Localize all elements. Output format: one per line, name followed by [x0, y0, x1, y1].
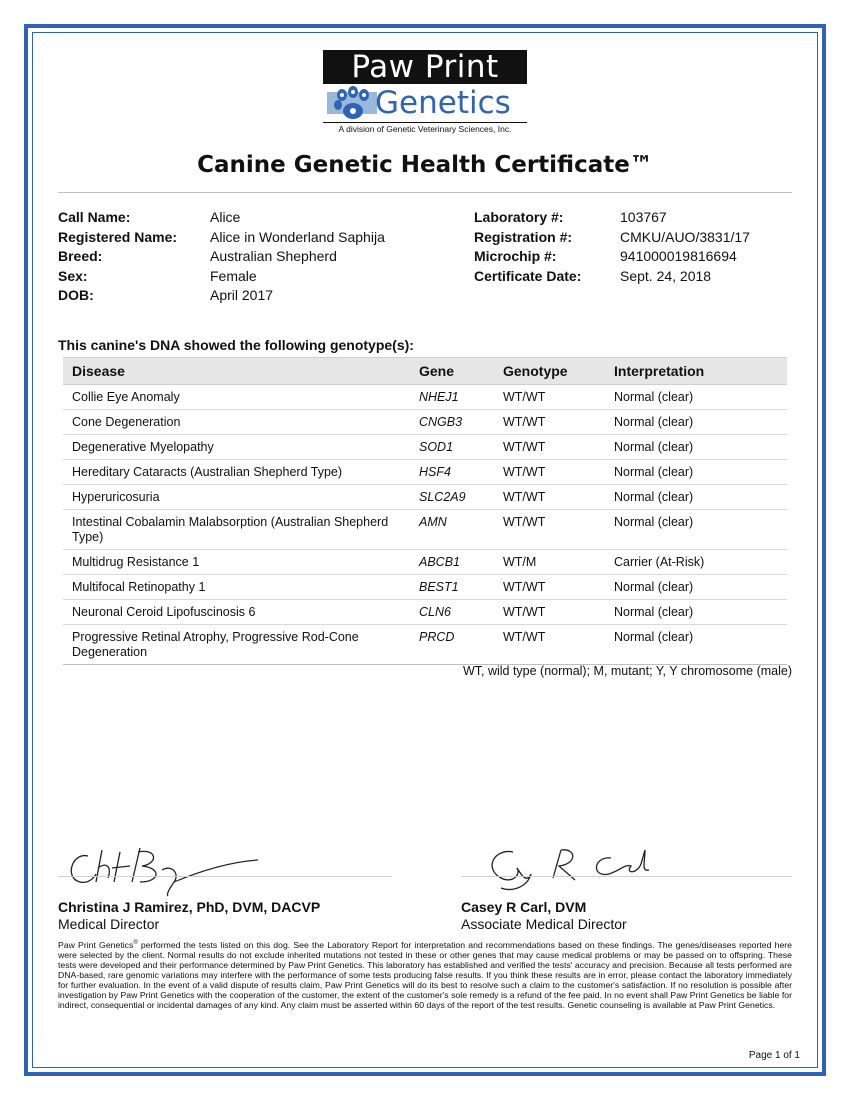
info-row-call-name [58, 208, 385, 228]
cell-genotype: WT/WT [494, 485, 605, 510]
table-row [63, 625, 787, 665]
cell-gene: PRCD [410, 625, 494, 665]
cell-gene: CNGB3 [410, 410, 494, 435]
cell-disease: Intestinal Cobalamin Malabsorption (Australian Shepherd Type) [63, 510, 410, 550]
info-row-registration [474, 228, 750, 248]
cell-disease: Hyperuricosuria [63, 485, 410, 510]
info-label: Breed: [58, 248, 103, 264]
info-value: April 2017 [210, 287, 274, 303]
cell-gene: NHEJ1 [410, 385, 494, 410]
info-row-certificate-date [474, 267, 750, 287]
signer-role-left: Medical Director [58, 916, 160, 932]
cell-gene: BEST1 [410, 575, 494, 600]
signature-ramirez [58, 838, 392, 898]
info-row-dob [58, 286, 385, 306]
table-row [63, 460, 787, 485]
cell-gene: ABCB1 [410, 550, 494, 575]
cell-genotype: WT/WT [494, 460, 605, 485]
info-label: Sex: [58, 267, 88, 284]
cell-genotype: WT/WT [494, 575, 605, 600]
cell-disease: Hereditary Cataracts (Australian Shepherd Type) [63, 460, 410, 485]
header-gene: Gene [410, 358, 494, 385]
cell-genotype: WT/WT [494, 625, 605, 665]
cell-interpretation: Normal (clear) [605, 385, 787, 410]
cell-gene: SLC2A9 [410, 485, 494, 510]
cell-interpretation: Carrier (At-Risk) [605, 550, 787, 575]
cell-disease: Degenerative Myelopathy [63, 435, 410, 460]
info-label: Certificate Date: [474, 267, 582, 284]
registered-mark: ® [133, 940, 138, 946]
info-label: Microchip #: [474, 248, 557, 264]
cell-disease: Multifocal Retinopathy 1 [63, 575, 410, 600]
info-row-microchip [474, 247, 750, 267]
table-row [63, 435, 787, 460]
info-value: CMKU/AUO/3831/17 [620, 228, 750, 245]
header-disease: Disease [63, 358, 410, 385]
cell-interpretation: Normal (clear) [605, 625, 787, 665]
info-value: 103767 [620, 209, 667, 225]
signature-line-right [461, 876, 792, 877]
info-label: DOB: [58, 287, 94, 303]
cell-gene: AMN [410, 510, 494, 550]
info-value: Alice in Wonderland Saphija [210, 228, 385, 245]
page-number: Page 1 of 1 [748, 1050, 800, 1061]
cell-genotype: WT/WT [494, 385, 605, 410]
info-row-laboratory [474, 208, 750, 228]
signer-role-right: Associate Medical Director [461, 916, 627, 932]
table-row [63, 510, 787, 550]
header-interpretation: Interpretation [605, 358, 787, 385]
cell-disease: Collie Eye Anomaly [63, 385, 410, 410]
table-row [63, 575, 787, 600]
cell-interpretation: Normal (clear) [605, 485, 787, 510]
info-label: Call Name: [58, 209, 131, 225]
cell-gene: HSF4 [410, 460, 494, 485]
info-value: Female [210, 267, 257, 284]
company-logo [323, 50, 527, 134]
paw-print-icon [333, 86, 373, 120]
title-divider [58, 192, 792, 193]
legal-disclaimer [58, 938, 792, 1011]
table-row [63, 600, 787, 625]
table-row [63, 410, 787, 435]
logo-tagline: A division of Genetic Veterinary Sciences, Inc. [323, 122, 527, 134]
genotype-legend: WT, wild type (normal); M, mutant; Y, Y chromosome (male) [462, 664, 792, 678]
info-value: 941000019816694 [620, 248, 737, 264]
info-value: Alice [210, 209, 241, 225]
cell-genotype: WT/WT [494, 510, 605, 550]
disclaimer-brand: Paw Print Genetics [58, 939, 134, 950]
header-genotype: Genotype [494, 358, 605, 385]
info-row-breed [58, 247, 385, 267]
cell-disease: Multidrug Resistance 1 [63, 550, 410, 575]
info-value: Australian Shepherd [210, 248, 337, 264]
signature-line-left [58, 876, 392, 877]
cell-genotype: WT/WT [494, 600, 605, 625]
info-value: Sept. 24, 2018 [620, 267, 712, 284]
signer-name-right: Casey R Carl, DVM [461, 899, 587, 915]
cell-interpretation: Normal (clear) [605, 410, 787, 435]
table-row [63, 385, 787, 410]
dog-info-right [474, 208, 750, 286]
table-row [63, 485, 787, 510]
table-row [63, 550, 787, 575]
cell-disease: Cone Degeneration [63, 410, 410, 435]
table-header-row [63, 358, 787, 385]
cell-disease: Neuronal Ceroid Lipofuscinosis 6 [63, 600, 410, 625]
cell-interpretation: Normal (clear) [605, 510, 787, 550]
dog-info-left [58, 208, 385, 306]
disclaimer-text: performed the tests listed on this dog. See the Laboratory Report for interpretation and recommendations based on these findings. The genes/diseases reported here were selected by the client. Normal results do not exclude inherited mutations not tested in these or other genes that may cause medical problems or may be passed on to offspring. These tests were developed and their performance determined by Paw Print Genetics. This laboratory has established and verified the tests' accuracy and precision. Because all tests performed are DNA-based, rare genomic variations may interfere with the performance of some tests producing false results. If you think these results are in error, please contact the laboratory immediately for further evaluation. In the event of a valid dispute of results claim, Paw Print Genetics will do its best to resolve such a claim to the customer's satisfaction. If no resolution is possible after investigation by Paw Print Genetics with the cooperation of the customer, the extent of the customer's sole remedy is a refund of the fee paid. In no event shall Paw Print Genetics be liable for indirect, consequential or incidental damages of any kind. Any claim must be asserted within 60 days of the report of the test results. Genetic counseling is available at Paw Print Genetics. [58, 939, 793, 1011]
logo-text-paw-print: Paw Print [323, 50, 527, 84]
cell-gene: SOD1 [410, 435, 494, 460]
logo-text-genetics: Genetics [375, 85, 511, 121]
info-row-sex [58, 267, 385, 287]
info-row-registered-name [58, 228, 385, 248]
signer-name-left: Christina J Ramirez, PhD, DVM, DACVP [58, 899, 321, 915]
cell-genotype: WT/WT [494, 410, 605, 435]
cell-genotype: WT/WT [494, 435, 605, 460]
cell-disease: Progressive Retinal Atrophy, Progressive Rod-Cone Degeneration [63, 625, 410, 665]
genotype-heading: This canine's DNA showed the following genotype(s): [58, 337, 414, 353]
cell-interpretation: Normal (clear) [605, 600, 787, 625]
info-label: Registration #: [474, 228, 573, 245]
cell-interpretation: Normal (clear) [605, 575, 787, 600]
cell-interpretation: Normal (clear) [605, 435, 787, 460]
genotype-table [63, 357, 787, 665]
signature-carl [461, 838, 795, 898]
cell-interpretation: Normal (clear) [605, 460, 787, 485]
cell-genotype: WT/M [494, 550, 605, 575]
certificate-title: Canine Genetic Health Certificate™ [197, 152, 653, 178]
info-label: Registered Name: [58, 228, 178, 245]
cell-gene: CLN6 [410, 600, 494, 625]
info-label: Laboratory #: [474, 209, 564, 225]
